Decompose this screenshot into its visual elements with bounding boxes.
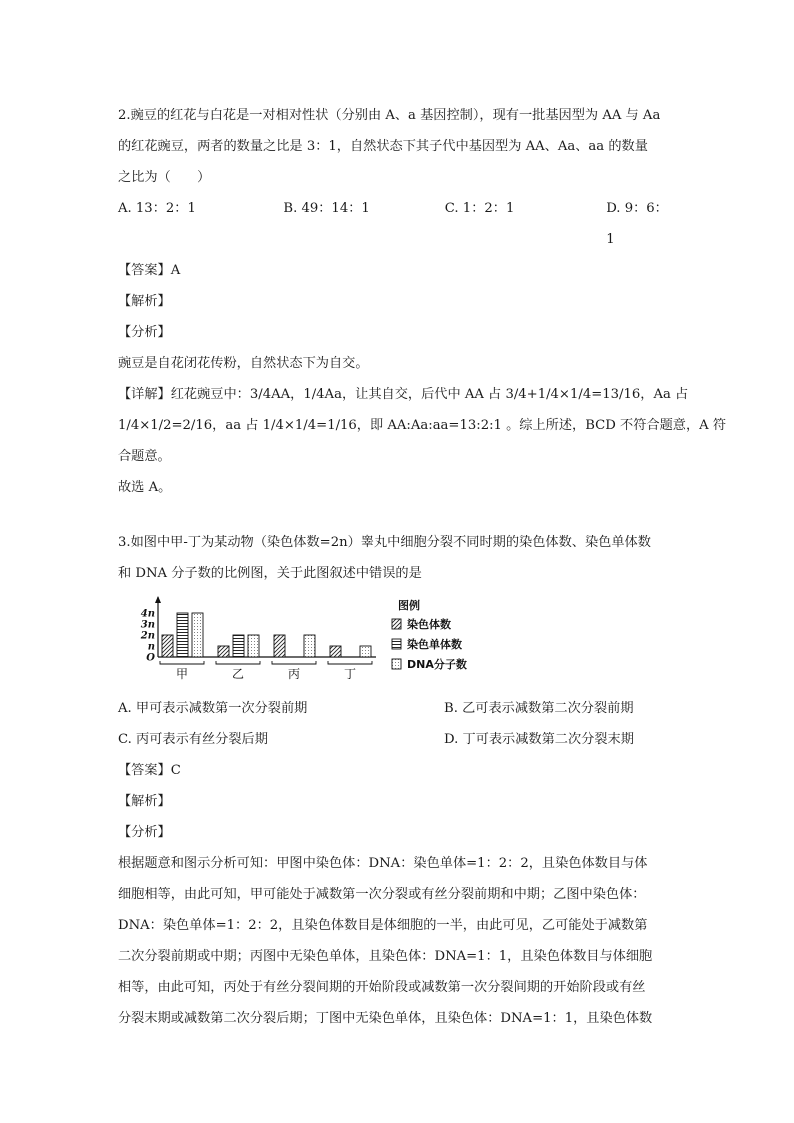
bar bbox=[248, 635, 259, 657]
q3-stem-line-1: 3.如图中甲-丁为某动物（染色体数=2n）睾丸中细胞分裂不同时期的染色体数、染色单体数 bbox=[118, 535, 651, 550]
x-category-label: 丙 bbox=[287, 667, 301, 681]
category-bracket bbox=[328, 661, 372, 664]
q3-option-d: D. 丁可表示减数第二次分裂末期 bbox=[444, 732, 634, 747]
q3-option-a: A. 甲可表示减数第一次分裂前期 bbox=[118, 701, 308, 716]
q2-jiexi-heading: 【解析】 bbox=[118, 294, 171, 309]
legend-swatch bbox=[392, 619, 401, 629]
legend-label: DNA分子数 bbox=[407, 658, 467, 671]
x-category-label: 乙 bbox=[231, 667, 245, 681]
y-tick-label: 4n bbox=[140, 608, 155, 620]
q3-option-c: C. 丙可表示有丝分裂后期 bbox=[118, 732, 268, 747]
bar bbox=[274, 635, 285, 657]
bar bbox=[304, 635, 315, 657]
q3-analysis-line-4: 二次分裂前期或中期；丙图中无染色单体，且染色体：DNA=1：1，且染色体数目与体细胞 bbox=[118, 949, 653, 964]
y-tick-label: O bbox=[146, 652, 155, 664]
q2-detail-line-1: 【详解】红花豌豆中：3/4AA，1/4Aa，让其自交，后代中 AA 占 3/4+1/4×1/4=13/16，Aa 占 bbox=[118, 387, 689, 402]
q2-detail-line-3: 合题意。 bbox=[118, 449, 171, 464]
q2-option-d: D. 9：6：1 bbox=[606, 201, 668, 247]
legend-swatch bbox=[392, 639, 401, 649]
q2-option-c: C. 1：2：1 bbox=[444, 201, 515, 216]
category-bracket bbox=[160, 661, 204, 664]
q2-stem-line-2: 的红花豌豆，两者的数量之比是 3：1，自然状态下其子代中基因型为 AA、Aa、aa 的数量 bbox=[118, 139, 648, 154]
legend-title: 图例 bbox=[398, 599, 420, 612]
q2-stem-line-3: 之比为（ ） bbox=[118, 170, 211, 185]
q3-analysis-line-6: 分裂末期或减数第二次分裂后期；丁图中无染色单体，且染色体：DNA=1：1，且染色体数 bbox=[118, 1011, 653, 1026]
q2-analysis: 豌豆是自花闭花传粉，自然状态下为自交。 bbox=[118, 356, 369, 371]
x-category-label: 丁 bbox=[343, 667, 357, 681]
chart-svg bbox=[136, 595, 496, 691]
document-page bbox=[118, 100, 727, 1034]
bar bbox=[192, 613, 203, 657]
question-3 bbox=[118, 527, 676, 1034]
q2-conclusion: 故选 A。 bbox=[118, 480, 172, 495]
q2-stem-line-1: 2.豌豆的红花与白花是一对相对性状（分别由 A、a 基因控制），现有一批基因型为 AA 与 Aa bbox=[118, 108, 661, 123]
legend-label: 染色单体数 bbox=[407, 638, 462, 651]
q2-answer: 【答案】A bbox=[118, 263, 181, 278]
x-category-label: 甲 bbox=[175, 667, 189, 681]
q3-answer: 【答案】C bbox=[118, 763, 181, 778]
bar bbox=[162, 635, 173, 657]
q3-option-b: B. 乙可表示减数第二次分裂前期 bbox=[444, 701, 634, 716]
q3-options-row-1 bbox=[118, 693, 676, 724]
q3-options-row-2 bbox=[118, 724, 676, 755]
q3-stem-line-2: 和 DNA 分子数的比例图，关于此图叙述中错误的是 bbox=[118, 566, 422, 581]
category-bracket bbox=[216, 661, 260, 664]
q3-analysis-line-5: 相等，由此可知，丙处于有丝分裂间期的开始阶段或减数第一次分裂间期的开始阶段或有丝 bbox=[118, 980, 646, 995]
q2-option-b: B. 49：14：1 bbox=[283, 201, 370, 216]
q2-detail-line-2: 1/4×1/2=2/16，aa 占 1/4×1/4=1/16，即 AA:Aa:aa=13:2:1 。综上所述，BCD 不符合题意，A 符 bbox=[118, 418, 727, 433]
q2-options bbox=[118, 193, 676, 255]
bar bbox=[360, 646, 371, 657]
legend-label: 染色体数 bbox=[407, 618, 451, 631]
q3-fenxi-heading: 【分析】 bbox=[118, 825, 171, 840]
bar bbox=[233, 635, 244, 657]
chromosome-ratio-chart bbox=[118, 595, 676, 691]
bar bbox=[330, 646, 341, 657]
y-axis-arrow bbox=[155, 596, 161, 603]
q3-jiexi-heading: 【解析】 bbox=[118, 794, 171, 809]
q2-fenxi-heading: 【分析】 bbox=[118, 325, 171, 340]
y-tick-label: n bbox=[147, 641, 155, 653]
y-tick-label: 2n bbox=[140, 630, 155, 642]
y-tick-label: 3n bbox=[140, 619, 155, 631]
q2-option-a: A. 13：2：1 bbox=[118, 201, 196, 216]
bar bbox=[218, 646, 229, 657]
q3-analysis-line-3: DNA：染色单体=1：2：2，且染色体数目是体细胞的一半，由此可见，乙可能处于减数第 bbox=[118, 918, 648, 933]
q3-analysis-line-1: 根据题意和图示分析可知：甲图中染色体：DNA：染色单体=1：2：2，且染色体数目与体 bbox=[118, 856, 648, 871]
bar bbox=[177, 613, 188, 657]
legend-swatch bbox=[392, 659, 401, 669]
category-bracket bbox=[272, 661, 316, 664]
q3-analysis-line-2: 细胞相等，由此可知，甲可能处于减数第一次分裂或有丝分裂前期和中期；乙图中染色体： bbox=[118, 887, 646, 902]
question-2 bbox=[118, 100, 727, 503]
